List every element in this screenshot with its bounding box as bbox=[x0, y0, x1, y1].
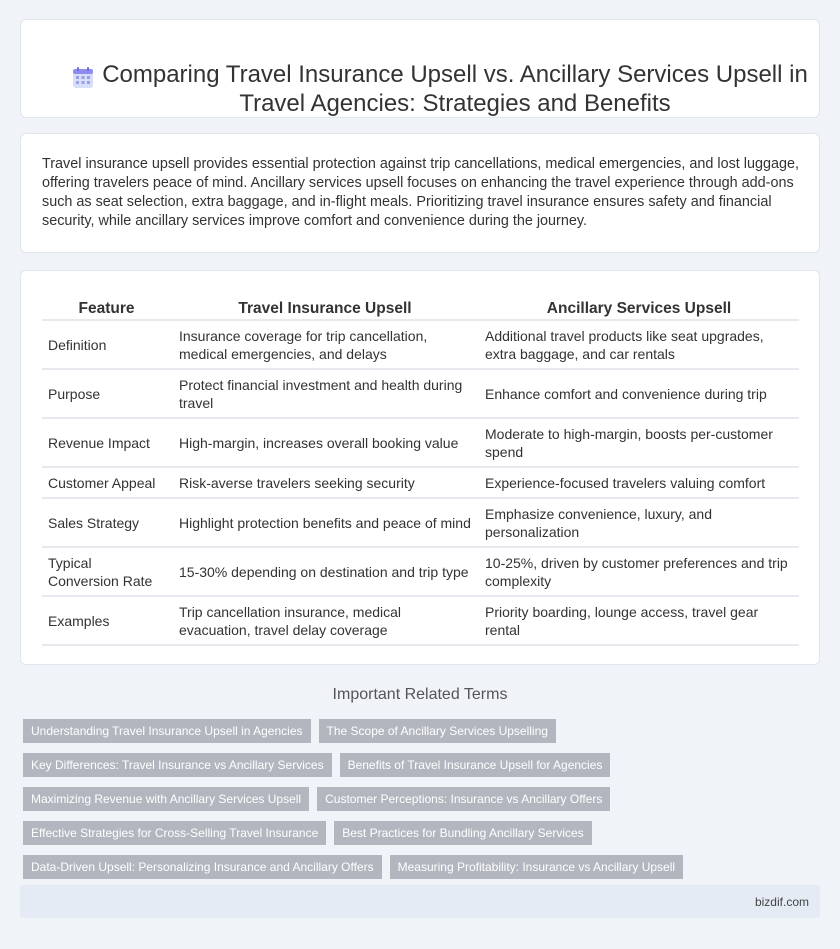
ancillary-cell: Emphasize convenience, luxury, and personalization bbox=[478, 498, 799, 547]
ancillary-cell: Enhance comfort and convenience during trip bbox=[478, 369, 799, 418]
row-feature-cell: Definition bbox=[42, 320, 172, 369]
title-card bbox=[20, 19, 820, 118]
insurance-cell: 15-30% depending on destination and trip type bbox=[172, 547, 478, 596]
table-row bbox=[42, 547, 799, 596]
ancillary-cell: 10-25%, driven by customer preferences and trip complexity bbox=[478, 547, 799, 596]
column-header-ancillary-services: Ancillary Services Upsell bbox=[478, 296, 799, 320]
insurance-cell: Risk-averse travelers seeking security bbox=[172, 467, 478, 498]
row-feature-cell: Sales Strategy bbox=[42, 498, 172, 547]
table-row bbox=[42, 596, 799, 645]
related-term-tag[interactable]: Understanding Travel Insurance Upsell in Agencies bbox=[23, 719, 311, 743]
related-term-tag[interactable]: Maximizing Revenue with Ancillary Services Upsell bbox=[23, 787, 309, 811]
table-row bbox=[42, 498, 799, 547]
related-term-tag[interactable]: Data-Driven Upsell: Personalizing Insurance and Ancillary Offers bbox=[23, 855, 382, 879]
table-row bbox=[42, 320, 799, 369]
intro-card bbox=[20, 133, 820, 253]
row-feature-cell: Purpose bbox=[42, 369, 172, 418]
related-term-tag[interactable]: Customer Perceptions: Insurance vs Ancillary Offers bbox=[317, 787, 610, 811]
insurance-cell: High-margin, increases overall booking value bbox=[172, 418, 478, 467]
related-term-tag[interactable]: Measuring Profitability: Insurance vs Ancillary Upsell bbox=[390, 855, 683, 879]
table-row bbox=[42, 467, 799, 498]
page-title: Comparing Travel Insurance Upsell vs. Ancillary Services Upsell in Travel Agencies: Strategies and Benefits bbox=[102, 61, 808, 117]
related-terms-list bbox=[20, 717, 780, 887]
related-term-tag[interactable]: Best Practices for Bundling Ancillary Services bbox=[334, 821, 591, 845]
ancillary-cell: Moderate to high-margin, boosts per-customer spend bbox=[478, 418, 799, 467]
insurance-cell: Protect financial investment and health during travel bbox=[172, 369, 478, 418]
row-feature-cell: Examples bbox=[42, 596, 172, 645]
footer bbox=[20, 885, 820, 918]
intro-text: Travel insurance upsell provides essential protection against trip cancellations, medical emergencies, and lost luggage, offering travelers peace of mind. Ancillary services upsell focuses on enhancing the travel experience through add-ons such as seat selection, extra baggage, and in-flight meals. Prioritizing travel insurance ensures safety and financial security, while ancillary services improve comfort and convenience during the journey. bbox=[42, 156, 799, 229]
related-term-tag[interactable]: Effective Strategies for Cross-Selling Travel Insurance bbox=[23, 821, 326, 845]
related-term-tag[interactable]: Key Differences: Travel Insurance vs Ancillary Services bbox=[23, 753, 332, 777]
table-header-row bbox=[42, 296, 799, 320]
column-header-feature: Feature bbox=[42, 296, 172, 320]
column-header-travel-insurance: Travel Insurance Upsell bbox=[172, 296, 478, 320]
row-feature-cell: Customer Appeal bbox=[42, 467, 172, 498]
insurance-cell: Highlight protection benefits and peace of mind bbox=[172, 498, 478, 547]
row-feature-cell: Typical Conversion Rate bbox=[42, 547, 172, 596]
related-term-tag[interactable]: The Scope of Ancillary Services Upselling bbox=[319, 719, 556, 743]
insurance-cell: Insurance coverage for trip cancellation, medical emergencies, and delays bbox=[172, 320, 478, 369]
table-row bbox=[42, 369, 799, 418]
row-feature-cell: Revenue Impact bbox=[42, 418, 172, 467]
comparison-table bbox=[42, 296, 799, 646]
ancillary-cell: Additional travel products like seat upgrades, extra baggage, and car rentals bbox=[478, 320, 799, 369]
related-terms-heading: Important Related Terms bbox=[332, 686, 508, 703]
ancillary-cell: Experience-focused travelers valuing comfort bbox=[478, 467, 799, 498]
comparison-table-card bbox=[20, 270, 820, 665]
related-term-tag[interactable]: Benefits of Travel Insurance Upsell for Agencies bbox=[340, 753, 611, 777]
insurance-cell: Trip cancellation insurance, medical evacuation, travel delay coverage bbox=[172, 596, 478, 645]
table-row bbox=[42, 418, 799, 467]
ancillary-cell: Priority boarding, lounge access, travel gear rental bbox=[478, 596, 799, 645]
calendar-icon bbox=[71, 66, 95, 90]
footer-site-link[interactable]: bizdif.com bbox=[754, 895, 809, 909]
